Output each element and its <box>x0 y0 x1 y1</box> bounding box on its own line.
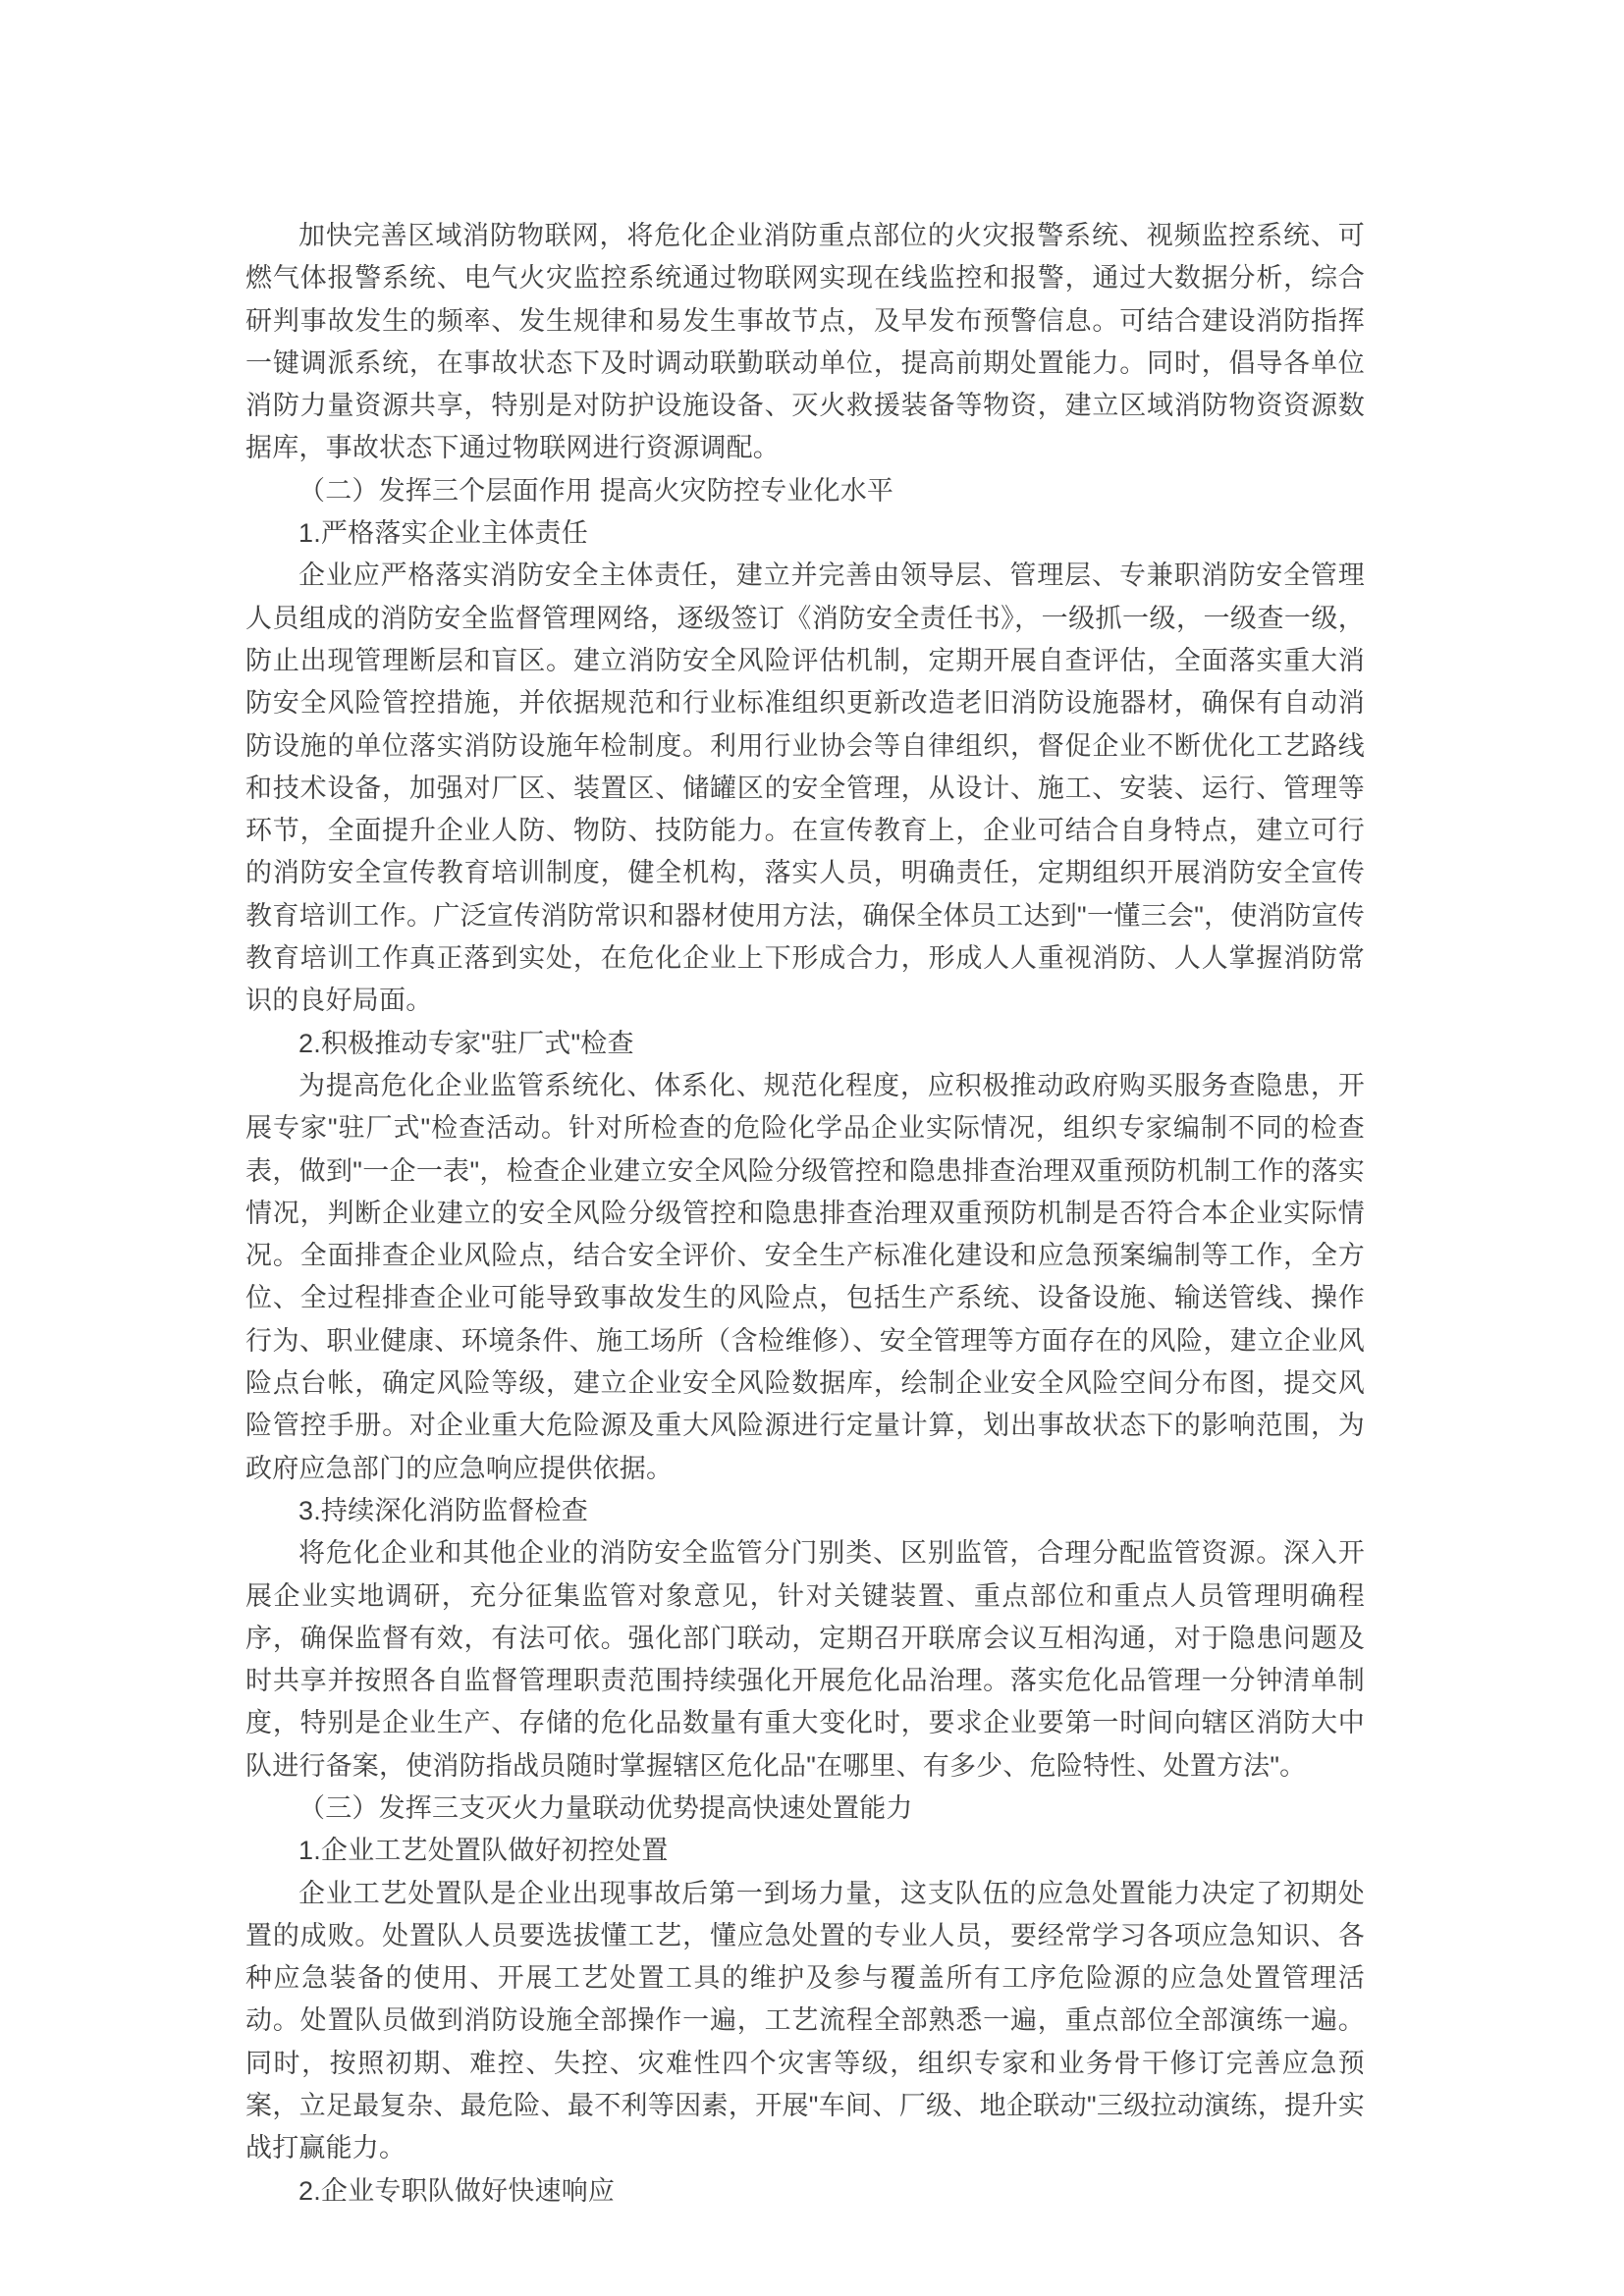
body-paragraph: 加快完善区域消防物联网，将危化企业消防重点部位的火灾报警系统、视频监控系统、可燃气体报警系统、电气火灾监控系统通过物联网实现在线监控和报警，通过大数据分析，综合研判事故发生的频率、发生规律和易发生事故节点，及早发布预警信息。可结合建设消防指挥一键调派系统，在事故状态下及时调动联勤联动单位，提高前期处置能力。同时，倡导各单位消防力量资源共享，特别是对防护设施设备、灭火救援装备等物资，建立区域消防物资资源数据库，事故状态下通过物联网进行资源调配。 <box>245 221 1365 463</box>
body-paragraph: 将危化企业和其他企业的消防安全监管分门别类、区别监管，合理分配监管资源。深入开展企业实地调研，充分征集监管对象意见，针对关键装置、重点部位和重点人员管理明确程序，确保监督有效，有法可依。强化部门联动，定期召开联席会议互相沟通，对于隐患问题及时共享并按照各自监督管理职责范围持续强化开展危化品治理。落实危化品管理一分钟清单制度，特别是企业生产、存储的危化品数量有重大变化时，要求企业要第一时间向辖区消防大中队进行备案，使消防指战员随时掌握辖区危化品"在哪里、有多少、危险特性、处置方法"。 <box>245 1538 1365 1781</box>
section-heading: （二）发挥三个层面作用 提高火灾防控专业化水平 <box>298 475 894 506</box>
numbered-subheading: 1.企业工艺处置队做好初控处置 <box>298 1836 669 1866</box>
numbered-subheading: 2.积极推动专家"驻厂式"检查 <box>298 1028 634 1058</box>
body-paragraph: 企业应严格落实消防安全主体责任，建立并完善由领导层、管理层、专兼职消防安全管理人员组成的消防安全监督管理网络，逐级签订《消防安全责任书》，一级抓一级，一级查一级，防止出现管理断层和盲区。建立消防安全风险评估机制，定期开展自查评估，全面落实重大消防安全风险管控措施，并依据规范和行业标准组织更新改造老旧消防设施器材，确保有自动消防设施的单位落实消防设施年检制度。利用行业协会等自律组织，督促企业不断优化工艺路线和技术设备，加强对厂区、装置区、储罐区的安全管理，从设计、施工、安装、运行、管理等环节，全面提升企业人防、物防、技防能力。在宣传教育上，企业可结合自身特点，建立可行的消防安全宣传教育培训制度，健全机构，落实人员，明确责任，定期组织开展消防安全宣传教育培训工作。广泛宣传消防常识和器材使用方法，确保全体员工达到"一懂三会"，使消防宣传教育培训工作真正落到实处，在危化企业上下形成合力，形成人人重视消防、人人掌握消防常识的良好局面。 <box>245 561 1365 1016</box>
body-paragraph: 企业工艺处置队是企业出现事故后第一到场力量，这支队伍的应急处置能力决定了初期处置的成败。处置队人员要选拔懂工艺，懂应急处置的专业人员，要经常学习各项应急知识、各种应急装备的使用、开展工艺处置工具的维护及参与覆盖所有工序危险源的应急处置管理活动。处置队员做到消防设施全部操作一遍，工艺流程全部熟悉一遍，重点部位全部演练一遍。同时，按照初期、难控、失控、灾难性四个灾害等级，组织专家和业务骨干修订完善应急预案，立足最复杂、最危险、最不利等因素，开展"车间、厂级、地企联动"三级拉动演练，提升实战打赢能力。 <box>245 1878 1365 2163</box>
section-heading: （三）发挥三支灭火力量联动优势提高快速处置能力 <box>298 1792 913 1823</box>
numbered-subheading: 2.企业专职队做好快速响应 <box>298 2175 616 2206</box>
body-paragraph: 为提高危化企业监管系统化、体系化、规范化程度，应积极推动政府购买服务查隐患，开展专家"驻厂式"检查活动。针对所检查的危险化学品企业实际情况，组织专家编制不同的检查表，做到"一企一表"，检查企业建立安全风险分级管控和隐患排查治理双重预防机制工作的落实情况，判断企业建立的安全风险分级管控和隐患排查治理双重预防机制是否符合本企业实际情况。全面排查企业风险点，结合安全评价、安全生产标准化建设和应急预案编制等工作，全方位、全过程排查企业可能导致事故发生的风险点，包括生产系统、设备设施、输送管线、操作行为、职业健康、环境条件、施工场所（含检维修）、安全管理等方面存在的风险，建立企业风险点台帐，确定风险等级，建立企业安全风险数据库，绘制企业安全风险空间分布图，提交风险管控手册。对企业重大危险源及重大风险源进行定量计算，划出事故状态下的影响范围，为政府应急部门的应急响应提供依据。 <box>245 1070 1365 1483</box>
numbered-subheading: 1.严格落实企业主体责任 <box>298 518 588 549</box>
numbered-subheading: 3.持续深化消防监督检查 <box>298 1495 588 1525</box>
document-body <box>245 215 1365 2213</box>
